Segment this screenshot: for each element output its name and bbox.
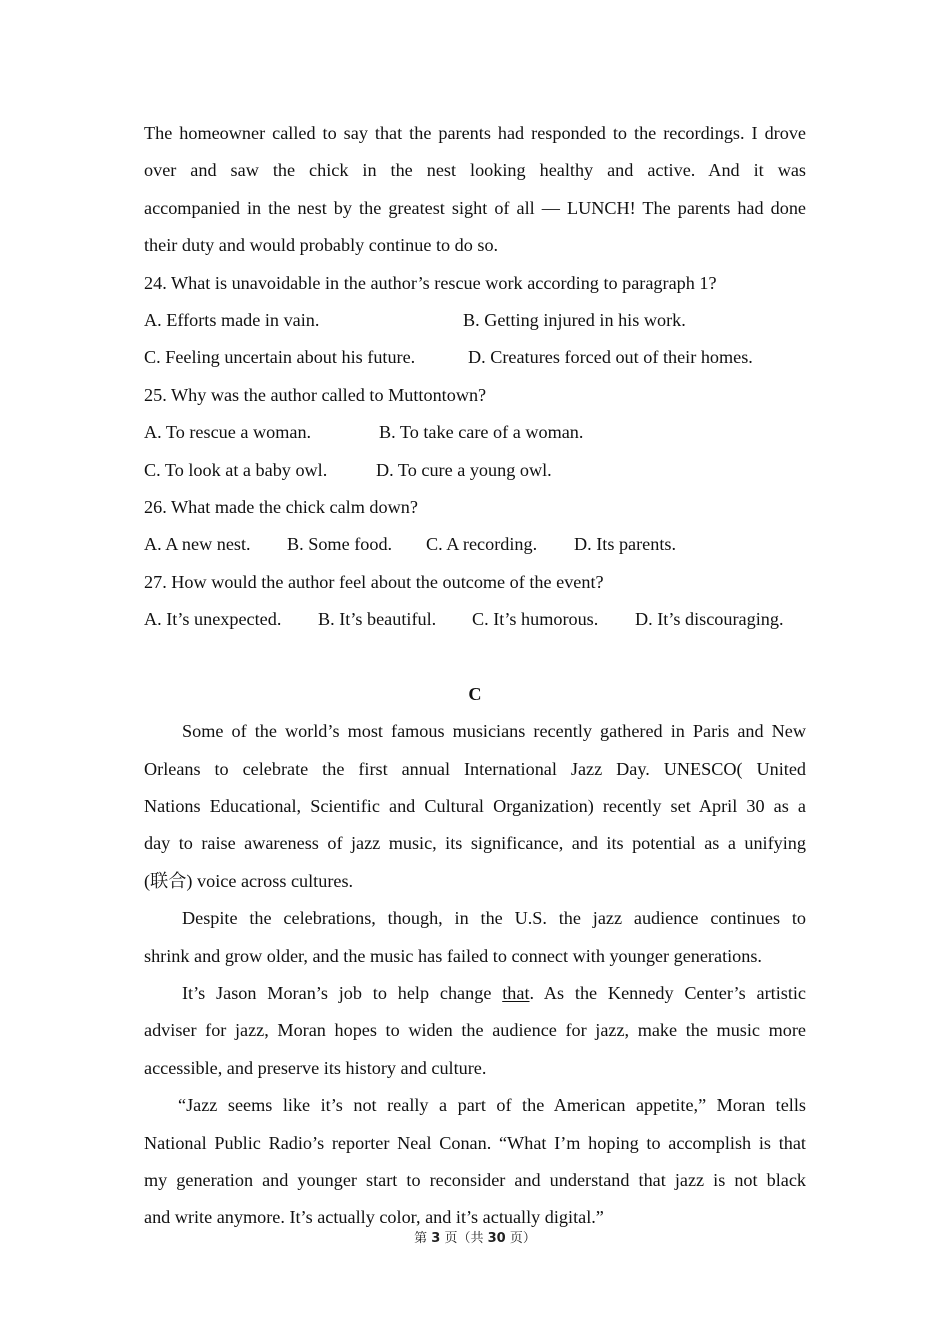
footer-suffix: 页） [509, 1231, 536, 1246]
underlined-word: that [502, 982, 530, 1003]
text-line: National Public Radio’s reporter Neal Conan. “What I’m hoping to accomplish is that [144, 1132, 806, 1153]
footer-prefix: 第 [414, 1231, 428, 1246]
option-b: B. Some food. [287, 534, 393, 555]
passage-c-paragraph-1 [144, 713, 806, 900]
text-line: “Jazz seems like it’s not really a part of the American appetite,” Moran tells [178, 1095, 806, 1116]
text-line: adviser for jazz, Moran hopes to widen the audience for jazz, make the music more [144, 1020, 806, 1041]
option-b: B. Getting injured in his work. [463, 309, 686, 330]
option-d: D. Its parents. [574, 534, 677, 555]
section-title: C [468, 683, 482, 704]
text-line: over and saw the chick in the nest looking healthy and active. And it was [144, 160, 806, 181]
option-d: D. It’s discouraging. [635, 609, 784, 630]
option-c: C. It’s humorous. [472, 609, 599, 630]
option-a: A. It’s unexpected. [144, 609, 282, 630]
text-line [144, 975, 806, 1012]
options-row [144, 601, 806, 638]
footer-middle: 页（共 [444, 1231, 484, 1246]
options-row [144, 339, 806, 376]
option-d: D. To cure a young owl. [376, 459, 552, 480]
text-line: Despite the celebrations, though, in the U.S. the jazz audience continues to [182, 908, 806, 929]
option-c: C. A recording. [426, 534, 538, 555]
passage-b-ending [144, 115, 806, 265]
option-a: A. To rescue a woman. [144, 422, 312, 443]
text-line: their duty and would probably continue to do so. [144, 235, 499, 256]
option-b: B. To take care of a woman. [379, 422, 584, 443]
passage-c-paragraph-2 [144, 900, 806, 975]
text-line: and write anymore. It’s actually color, and it’s actually digital.” [144, 1207, 604, 1228]
question-25 [144, 377, 806, 489]
text-line: Some of the world’s most famous musicians recently gathered in Paris and New [182, 721, 806, 742]
options-row [144, 452, 806, 489]
option-d: D. Creatures forced out of their homes. [468, 347, 753, 368]
text-line: The homeowner called to say that the parents had responded to the recordings. I drove [144, 123, 806, 143]
blank-line [144, 638, 806, 675]
question-stem: 26. What made the chick calm down? [144, 496, 418, 517]
question-stem: 24. What is unavoidable in the author’s rescue work according to paragraph 1? [144, 272, 717, 293]
text-line: day to raise awareness of jazz music, its significance, and its potential as a unifying [144, 833, 806, 854]
page-footer [0, 1227, 950, 1246]
text-line: Nations Educational, Scientific and Cultural Organization) recently set April 30 as a [144, 796, 806, 817]
options-row [144, 526, 806, 563]
option-a: A. Efforts made in vain. [144, 309, 320, 330]
document-page [144, 115, 806, 1237]
text-line: accompanied in the nest by the greatest sight of all — LUNCH! The parents had done [144, 197, 806, 218]
option-a: A. A new nest. [144, 534, 251, 555]
footer-page-number: 3 [431, 1231, 441, 1246]
passage-c-paragraph-3 [144, 975, 806, 1087]
options-row [144, 302, 806, 339]
question-27 [144, 564, 806, 639]
question-24 [144, 265, 806, 377]
footer-total-pages: 30 [487, 1231, 506, 1246]
text-line: (联合) voice across cultures. [144, 870, 354, 891]
text-line: Orleans to celebrate the first annual International Jazz Day. UNESCO( United [144, 758, 806, 779]
question-26 [144, 489, 806, 564]
option-b: B. It’s beautiful. [318, 609, 437, 630]
text-segment: . As the Kennedy Center’s artistic [529, 982, 807, 1003]
options-row [144, 414, 806, 451]
question-stem: 27. How would the author feel about the outcome of the event? [144, 571, 604, 592]
option-c: C. To look at a baby owl. [144, 459, 328, 480]
question-stem: 25. Why was the author called to Muttontown? [144, 384, 487, 405]
passage-c-paragraph-4 [144, 1087, 806, 1237]
text-line: my generation and younger start to reconsider and understand that jazz is not black [144, 1169, 806, 1190]
option-c: C. Feeling uncertain about his future. [144, 347, 416, 368]
text-segment: It’s Jason Moran’s job to help change [182, 982, 503, 1003]
text-line: shrink and grow older, and the music has failed to connect with younger generations. [144, 945, 762, 966]
text-line: accessible, and preserve its history and culture. [144, 1057, 487, 1078]
